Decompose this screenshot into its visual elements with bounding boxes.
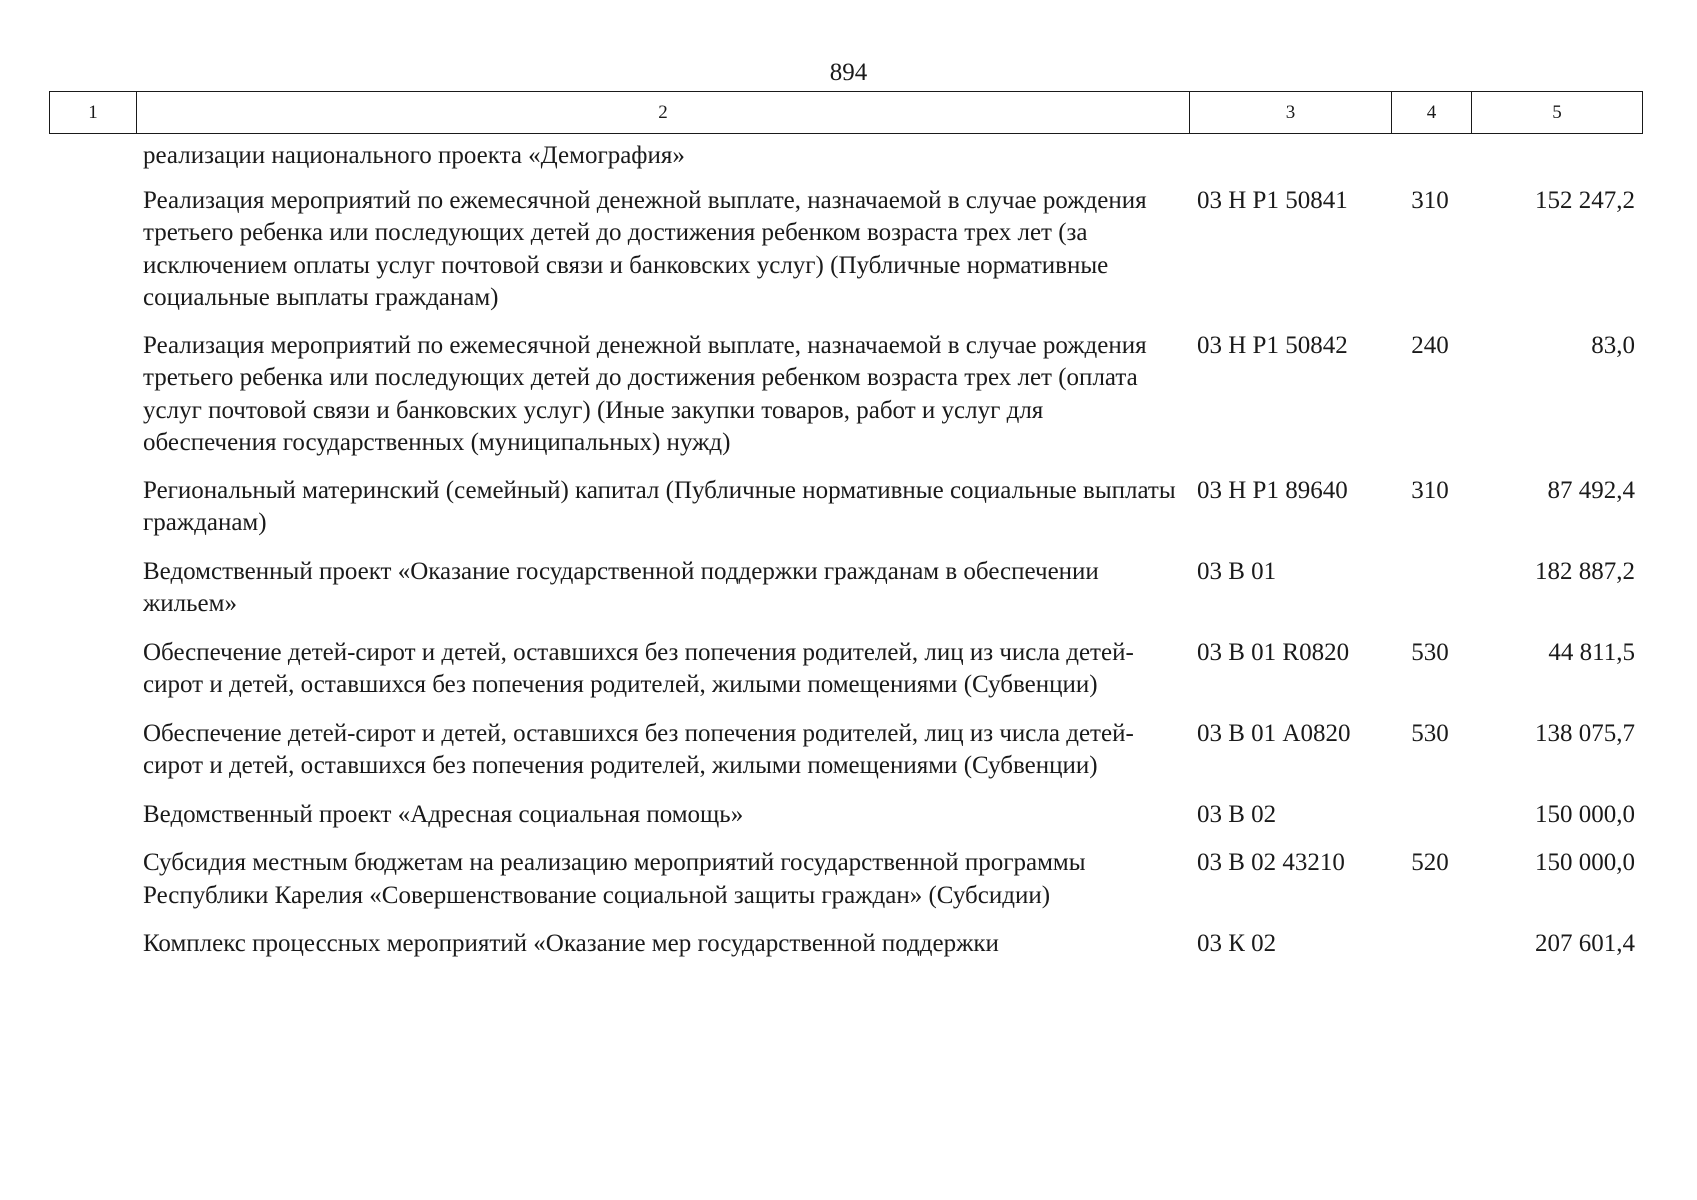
row-sum: 138 075,7 [1535,719,1635,747]
row-type: 530 [1411,638,1449,666]
table-row [49,556,1643,621]
row-sum: 182 887,2 [1535,557,1635,585]
row-sum: 87 492,4 [1547,476,1635,504]
row-type [1390,799,1470,832]
table-row [49,799,1643,832]
row-description: Ведомственный проект «Адресная социальная помощь» [143,800,744,828]
page-number: 894 [829,59,868,86]
column-header-3: 3 [1189,92,1391,133]
row-sum: 150 000,0 [1535,849,1635,876]
row-description: Реализация мероприятий по ежемесячной денежной выплате, назначаемой в случае рождения третьего ребенка или последующих детей до достижения ребенком возраста трех лет (оплата услуг почтовой связи и банковских услуг) (Иные закупки товаров, работ и услуг для обеспечения государственных (муниципальных) нужд) [143,331,1147,456]
column-header-row [49,91,1643,134]
row-description: реализации национального проекта «Демография» [143,142,685,169]
row-sum: 44 811,5 [1548,638,1635,666]
row-sum: 83,0 [1591,331,1635,359]
column-header-2: 2 [136,92,1189,133]
column-header-4: 4 [1391,92,1471,133]
row-code: 03 Н Р1 50841 [1197,186,1348,214]
column-header-1: 1 [88,101,98,123]
row-description: Обеспечение детей-сирот и детей, оставшихся без попечения родителей, лиц из числа детей-сирот и детей, оставшихся без попечения родителей, жилыми помещениями (Субвенции) [143,719,1134,779]
row-type [1390,140,1470,173]
row-code: 03 Н Р1 89640 [1197,476,1348,504]
table-row [49,140,1643,173]
row-description: Региональный материнский (семейный) капитал (Публичные нормативные социальные выплаты гражданам) [143,476,1176,536]
row-code: 03 В 01 А0820 [1197,719,1351,747]
row-sum: 152 247,2 [1535,186,1635,214]
row-sum: 207 601,4 [1535,930,1635,957]
row-code [1188,140,1390,173]
row-code: 03 Н Р1 50842 [1197,331,1348,359]
table-row [49,847,1643,912]
row-type: 240 [1411,331,1449,359]
row-code: 03 В 01 [1197,557,1277,585]
row-code: 03 В 01 R0820 [1197,638,1350,666]
row-type: 530 [1411,719,1449,747]
table-row [49,718,1643,783]
row-description: Обеспечение детей-сирот и детей, оставшихся без попечения родителей, лиц из числа детей-сирот и детей, оставшихся без попечения родителей, жилыми помещениями (Субвенции) [143,638,1134,698]
row-description: Субсидия местным бюджетам на реализацию мероприятий государственной программы Республики Карелия «Совершенствование социальной защиты граждан» (Субсидии) [143,849,1086,909]
table-row [49,185,1643,315]
row-sum [1470,140,1643,173]
table-body [49,140,1643,961]
row-description: Ведомственный проект «Оказание государственной поддержки гражданам в обеспечении жильем» [143,557,1099,617]
row-description: Комплекс процессных мероприятий «Оказание мер государственной поддержки [143,930,999,957]
column-header-5: 5 [1471,92,1642,133]
table-row [49,330,1643,460]
table-row [49,475,1643,540]
row-sum: 150 000,0 [1535,800,1635,828]
row-type: 310 [1411,476,1449,504]
row-type [1390,928,1470,961]
row-description: Реализация мероприятий по ежемесячной денежной выплате, назначаемой в случае рождения третьего ребенка или последующих детей до достижения ребенком возраста трех лет (за исключением оплаты услуг почтовой связи и банковских услуг) (Публичные нормативные социальные выплаты гражданам) [143,186,1147,311]
row-type: 310 [1411,186,1449,214]
table-row [49,637,1643,702]
row-type [1390,556,1470,621]
row-code: 03 В 02 43210 [1197,849,1345,876]
row-code: 03 К 02 [1197,930,1277,957]
table-row [49,928,1643,961]
row-code: 03 В 02 [1197,800,1277,828]
row-type: 520 [1411,849,1449,876]
